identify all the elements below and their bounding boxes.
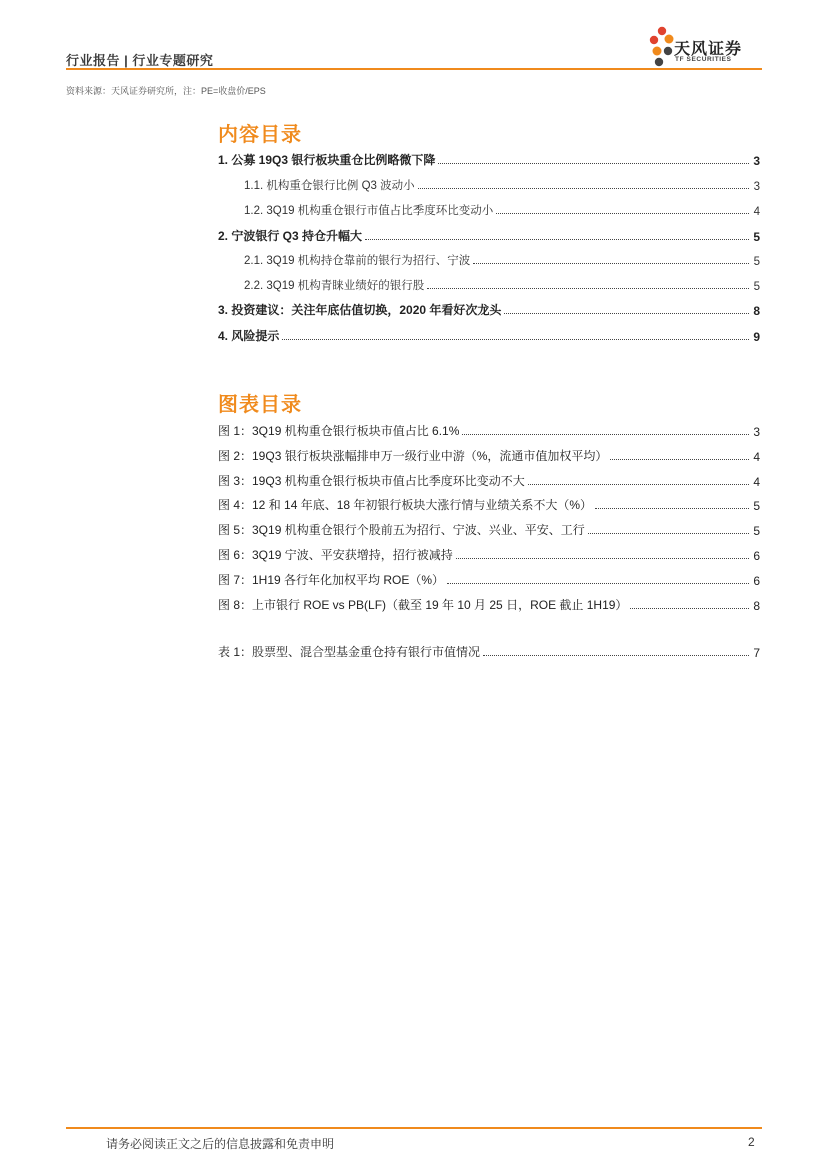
figure-item[interactable] [218, 421, 760, 439]
figure-item[interactable] [218, 520, 760, 538]
figure-item[interactable] [218, 471, 760, 489]
toc-leader [418, 187, 749, 189]
figure-item-text: 图 8：上市银行 ROE vs PB(LF)（截至 19 年 10 月 25 日，ROE 截止 1H19） [218, 598, 628, 612]
toc-item-text: 1.2. 3Q19 机构重仓银行市值占比季度环比变动小 [244, 205, 494, 217]
toc-item[interactable] [244, 250, 760, 268]
figure-item-page: 4 [753, 475, 760, 489]
figure-item-page: 5 [753, 499, 760, 513]
toc-item[interactable] [244, 200, 760, 218]
figure-item-text: 图 1：3Q19 机构重仓银行板块市值占比 6.1% [218, 424, 460, 438]
figure-item-text: 图 5：3Q19 机构重仓银行个股前五为招行、宁波、兴业、平安、工行 [218, 523, 585, 537]
toc-item-page: 9 [753, 330, 760, 344]
breadcrumb: 行业报告 | 行业专题研究 [66, 53, 214, 68]
toc-leader [496, 212, 749, 214]
page-number: 2 [748, 1135, 755, 1149]
toc-item-text: 2. 宁波银行 Q3 持仓升幅大 [218, 229, 363, 243]
toc-leader [610, 458, 749, 460]
toc-item[interactable] [244, 175, 760, 193]
figures-title: 图表目录 [218, 394, 302, 416]
figure-item-text: 图 3：19Q3 机构重仓银行板块市值占比季度环比变动不大 [218, 474, 525, 488]
toc-item-text: 3. 投资建议：关注年底估值切换，2020 年看好次龙头 [218, 303, 502, 317]
toc-leader [282, 338, 749, 340]
figure-item-page: 5 [753, 524, 760, 538]
figure-item-page: 8 [753, 599, 760, 613]
table-item-text: 表 1：股票型、混合型基金重仓持有银行市值情况 [218, 645, 481, 659]
toc-item-text: 4. 风险提示 [218, 329, 280, 343]
toc-title: 内容目录 [218, 124, 302, 146]
figure-item-text: 图 2：19Q3 银行板块涨幅排申万一级行业中游（%，流通市值加权平均） [218, 449, 608, 463]
figure-item-text: 图 4：12 和 14 年底、18 年初银行板块大涨行情与业绩关系不大（%） [218, 498, 593, 512]
footer-divider [66, 1127, 762, 1129]
toc-leader [456, 557, 749, 559]
figure-item[interactable] [218, 495, 760, 513]
toc-item-page: 5 [753, 230, 760, 244]
toc-leader [447, 582, 749, 584]
table-item-page: 7 [753, 646, 760, 660]
toc-leader [595, 507, 749, 509]
toc-leader [588, 532, 749, 534]
toc-leader [462, 433, 749, 435]
header-divider [66, 68, 762, 70]
toc-item-page: 3 [753, 154, 760, 168]
toc-item[interactable] [218, 150, 760, 168]
toc-item-text: 2.1. 3Q19 机构持仓靠前的银行为招行、宁波 [244, 255, 471, 267]
toc-item-text: 2.2. 3Q19 机构青睐业绩好的银行股 [244, 280, 425, 292]
toc-leader [365, 238, 749, 240]
toc-item[interactable] [218, 326, 760, 344]
logo-name: 天风证券 [674, 41, 743, 58]
toc-leader [483, 654, 749, 656]
table-item[interactable] [218, 642, 760, 660]
figure-item[interactable] [218, 570, 760, 588]
toc-leader [528, 483, 749, 485]
toc-leader [473, 262, 749, 264]
toc-item-text: 1. 公募 19Q3 银行板块重仓比例略微下降 [218, 153, 436, 167]
logo-name-en: TF SECURITIES [675, 56, 732, 63]
figure-item-text: 图 7：1H19 各行年化加权平均 ROE（%） [218, 573, 445, 587]
figure-item-page: 6 [753, 574, 760, 588]
figure-item[interactable] [218, 545, 760, 563]
toc-leader [427, 287, 749, 289]
toc-item-page: 8 [753, 304, 760, 318]
figure-item-page: 4 [753, 450, 760, 464]
toc-item-text: 1.1. 机构重仓银行比例 Q3 波动小 [244, 180, 415, 192]
toc-leader [504, 312, 749, 314]
toc-item-page: 5 [753, 281, 760, 293]
source-note: 资料来源：天风证券研究所，注：PE=收盘价/EPS [66, 86, 266, 96]
toc-item-page: 3 [753, 181, 760, 193]
toc-item[interactable] [218, 226, 760, 244]
footer-disclaimer: 请务必阅读正文之后的信息披露和免责申明 [106, 1137, 335, 1151]
toc-item[interactable] [244, 275, 760, 293]
figure-item-page: 6 [753, 549, 760, 563]
figure-item-text: 图 6：3Q19 宁波、平安获增持，招行被减持 [218, 548, 453, 562]
figure-item[interactable] [218, 446, 760, 464]
toc-item[interactable] [218, 300, 760, 318]
toc-leader [438, 162, 749, 164]
toc-item-page: 4 [753, 206, 760, 218]
toc-leader [630, 607, 749, 609]
figure-item[interactable] [218, 595, 760, 613]
toc-item-page: 5 [753, 256, 760, 268]
figure-item-page: 3 [753, 425, 760, 439]
